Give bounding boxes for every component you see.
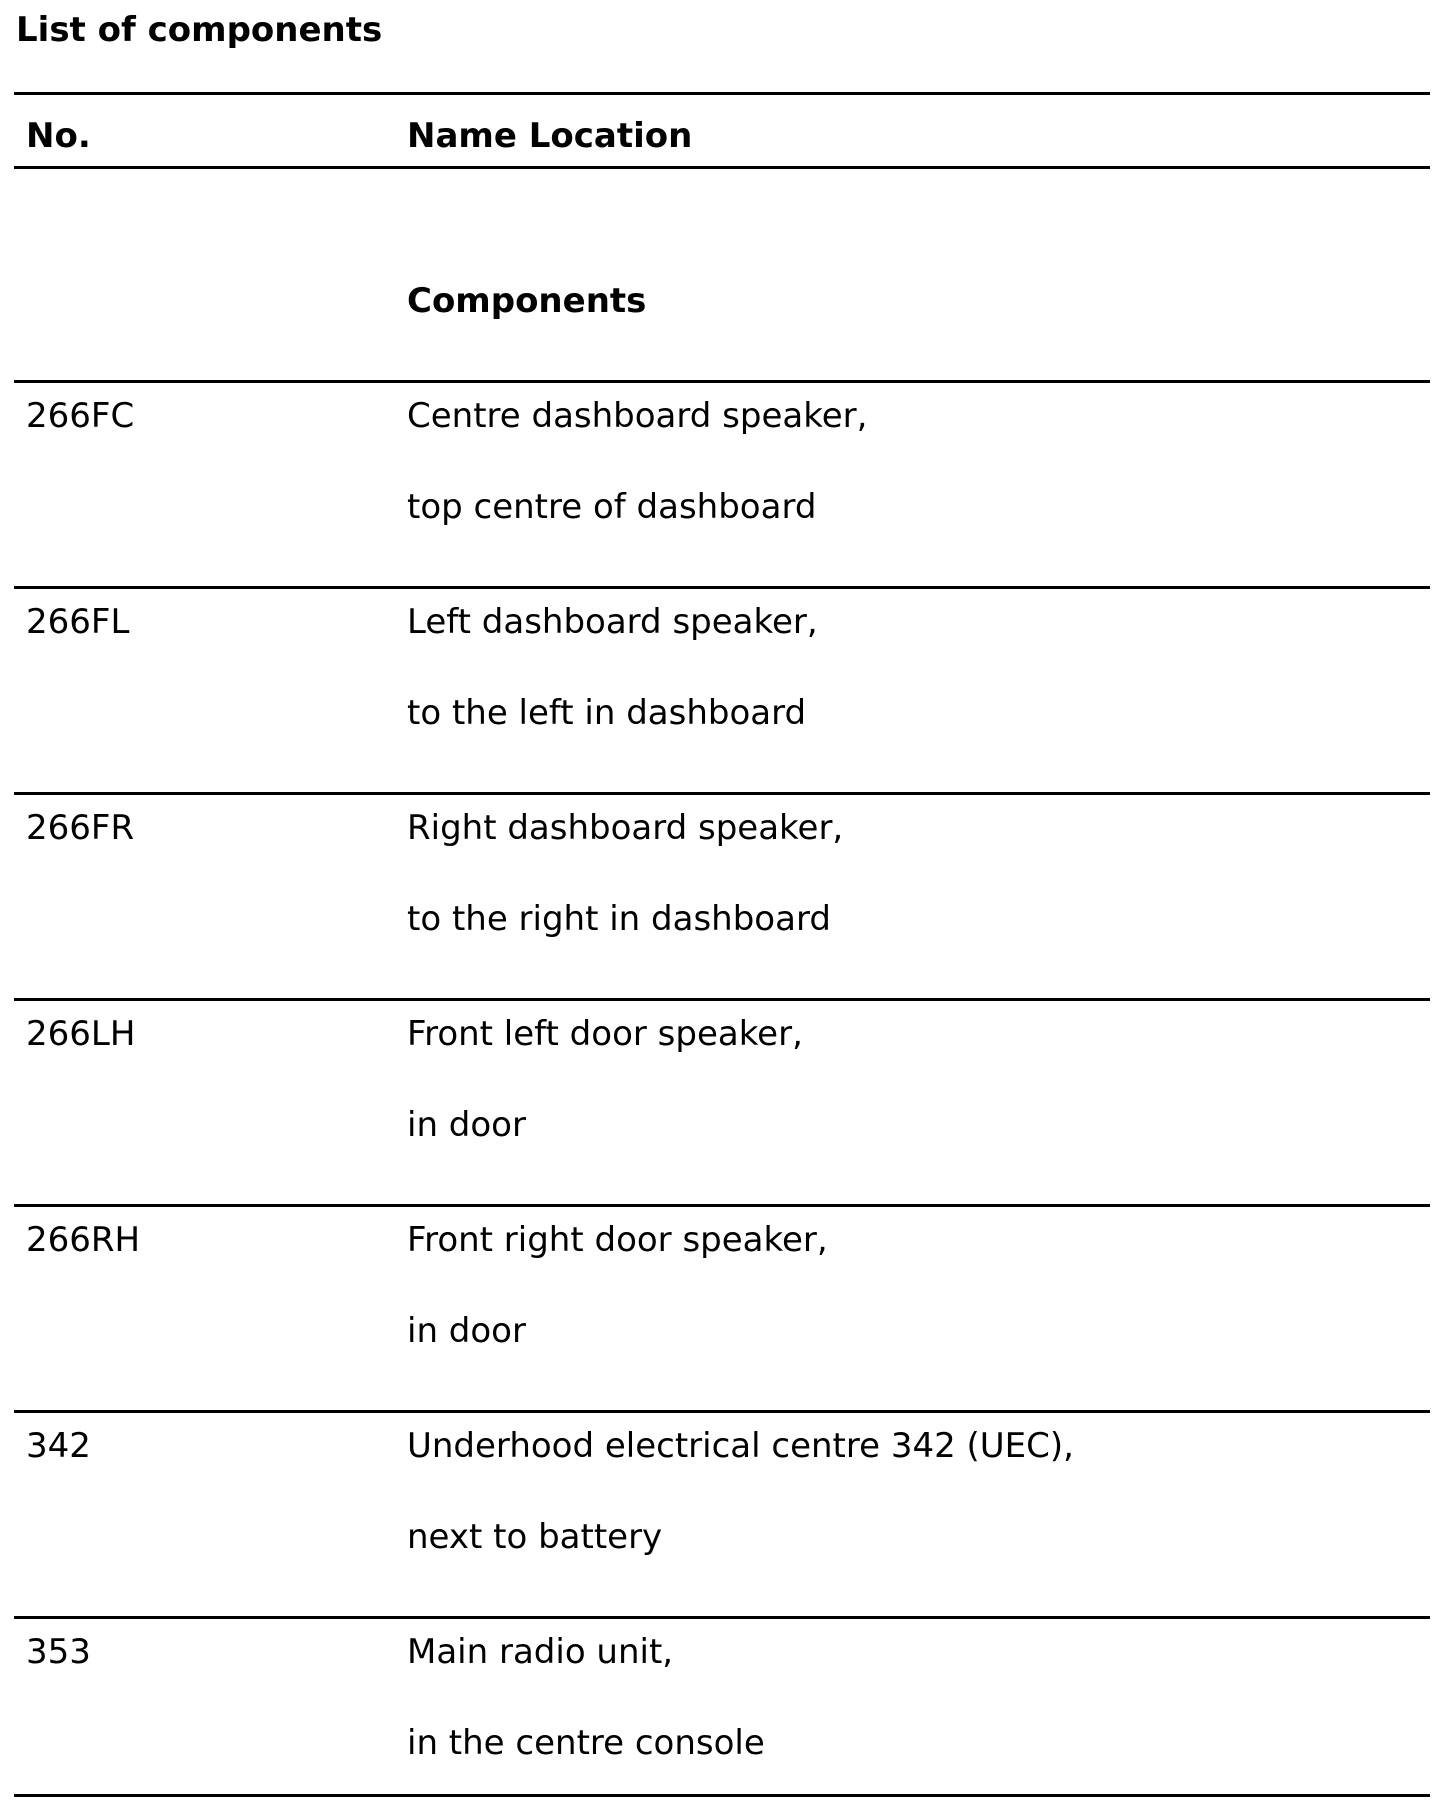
page-title: List of components [16, 10, 383, 50]
row-name: Underhood electrical centre 342 (UEC), [407, 1426, 1074, 1466]
header-rule [14, 166, 1430, 169]
row-location: to the right in dashboard [407, 899, 831, 939]
row-divider [14, 1616, 1430, 1619]
row-divider [14, 380, 1430, 383]
row-divider [14, 792, 1430, 795]
row-divider [14, 998, 1430, 1001]
row-location: in door [407, 1311, 526, 1351]
row-name: Left dashboard speaker, [407, 602, 818, 642]
header-name-location: Name Location [407, 116, 693, 156]
row-location: to the left in dashboard [407, 693, 807, 733]
row-name: Front right door speaker, [407, 1220, 828, 1260]
section-heading: Components [407, 281, 647, 321]
row-name: Right dashboard speaker, [407, 808, 844, 848]
row-divider [14, 1204, 1430, 1207]
row-location: next to battery [407, 1517, 663, 1557]
row-number: 266LH [26, 1014, 136, 1054]
row-divider [14, 586, 1430, 589]
row-number: 266FR [26, 808, 135, 848]
table-top-rule [14, 92, 1430, 95]
row-name: Centre dashboard speaker, [407, 396, 868, 436]
row-divider [14, 1410, 1430, 1413]
row-number: 266RH [26, 1220, 141, 1260]
row-name: Main radio unit, [407, 1632, 674, 1672]
header-no: No. [26, 116, 91, 156]
row-number: 266FL [26, 602, 130, 642]
table-bottom-rule [14, 1794, 1430, 1797]
row-location: in door [407, 1105, 526, 1145]
row-location: top centre of dashboard [407, 487, 817, 527]
row-number: 342 [26, 1426, 91, 1466]
row-name: Front left door speaker, [407, 1014, 803, 1054]
row-number: 266FC [26, 396, 135, 436]
row-location: in the centre console [407, 1723, 765, 1763]
row-number: 353 [26, 1632, 91, 1672]
